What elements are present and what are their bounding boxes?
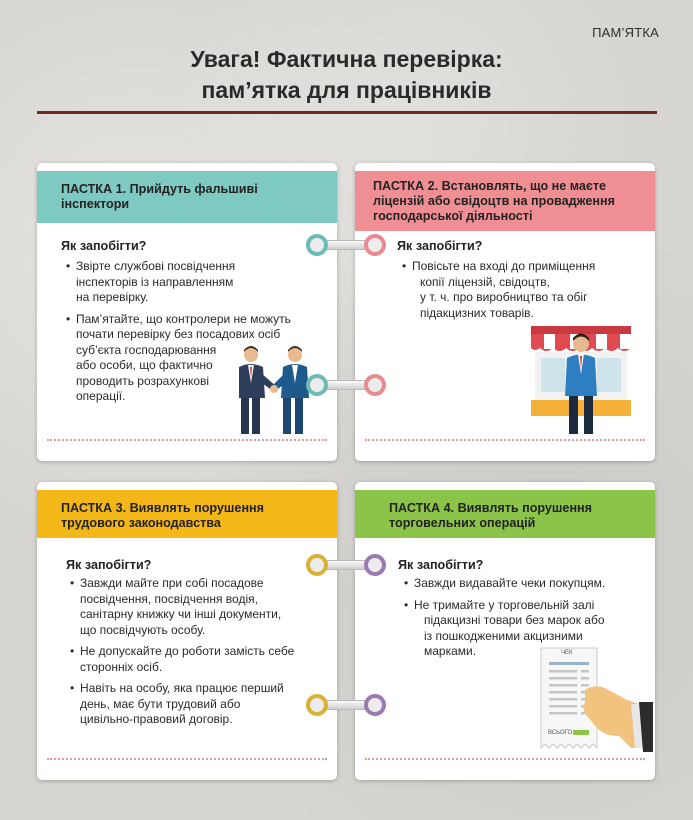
handshake-icon — [233, 343, 313, 438]
receipt-header: ЧЕК — [561, 650, 573, 656]
page-title — [0, 44, 693, 106]
card-trap-1 — [37, 163, 337, 461]
card-header-line: ПАСТКА 4. Виявлять порушення — [389, 501, 592, 515]
card-header-line: ПАСТКА 1. Прийдуть фальшиві — [61, 182, 258, 196]
card-header-line: ПАСТКА 3. Виявлять порушення — [61, 501, 264, 515]
list-item: • Не тримайте у торговельній залі підакцизні товари без марок або із пошкодженими акцизними марками. — [403, 598, 648, 660]
card-header-trap-3 — [37, 490, 337, 538]
bullet-list — [401, 259, 646, 327]
ring-right-icon — [364, 234, 386, 256]
card-divider — [47, 758, 327, 760]
page-tag: ПАМ’ЯТКА — [592, 25, 659, 40]
bullet-list — [69, 576, 331, 734]
card-divider — [47, 439, 327, 441]
card-header-trap-1 — [37, 171, 337, 223]
list-item: • Не допускайте до роботи замість себе сторонніх осіб. — [69, 644, 331, 675]
binder-ring-connector — [306, 373, 386, 397]
list-item: • Пам’ятайте, що контролери не можуть почати перевірку без посадових осіб суб’єкта господарювання або особи, що фактично проводить розрахункові операції. — [65, 312, 330, 405]
card-header-line: трудового законодавства — [61, 516, 221, 530]
list-item: • Звірте службові посвідчення інспекторів із направленням на перевірку. — [65, 259, 330, 306]
card-header-line: інспектори — [61, 197, 130, 211]
card-header-trap-2 — [355, 171, 655, 231]
binder-ring-connector — [306, 553, 386, 577]
ring-right-icon — [364, 374, 386, 396]
how-to-prevent-label: Як запобігти? — [61, 239, 147, 253]
card-trap-3 — [37, 482, 337, 780]
card-header-line: ліцензій або свідоцтв на провадження — [373, 194, 615, 208]
card-header-line: ПАСТКА 2. Встановлять, що не маєте — [373, 179, 607, 193]
how-to-prevent-label: Як запобігти? — [397, 239, 483, 253]
title-line-2: пам’ятка для працівників — [201, 77, 492, 103]
receipt-total-label: ВСЬОГО — [548, 730, 573, 736]
how-to-prevent-label: Як запобігти? — [66, 558, 152, 572]
ring-left-icon — [306, 234, 328, 256]
card-divider — [365, 439, 645, 441]
ring-right-icon — [364, 554, 386, 576]
receipt-hand-icon — [535, 644, 655, 758]
binder-ring-connector — [306, 233, 386, 257]
ring-left-icon — [306, 694, 328, 716]
card-header-line: торговельних операцій — [389, 516, 536, 530]
ring-left-icon — [306, 554, 328, 576]
list-item: • Навіть на особу, яка працює перший день, має бути трудовий або цивільно-правовий договір. — [69, 681, 331, 728]
title-line-1: Увага! Фактична перевірка: — [190, 46, 503, 72]
list-item: • Завжди майте при собі посадове посвідчення, посвідчення водія, санітарну книжку чи інші документи, що посвідчують особу. — [69, 576, 331, 638]
card-trap-2 — [355, 163, 655, 461]
card-divider — [365, 758, 645, 760]
how-to-prevent-label: Як запобігти? — [398, 558, 484, 572]
list-item: • Завжди видавайте чеки покупцям. — [403, 576, 648, 592]
card-header-line: господарської діяльності — [373, 209, 533, 223]
title-divider — [37, 111, 657, 114]
card-trap-4 — [355, 482, 655, 780]
card-header-trap-4 — [355, 490, 655, 538]
ring-right-icon — [364, 694, 386, 716]
list-item: • Повісьте на вході до приміщення копії ліцензій, свідоцтв, у т. ч. про виробництво та обіг підакцизних товарів. — [401, 259, 646, 321]
binder-ring-connector — [306, 693, 386, 717]
shop-vendor-icon — [527, 318, 635, 436]
ring-left-icon — [306, 374, 328, 396]
